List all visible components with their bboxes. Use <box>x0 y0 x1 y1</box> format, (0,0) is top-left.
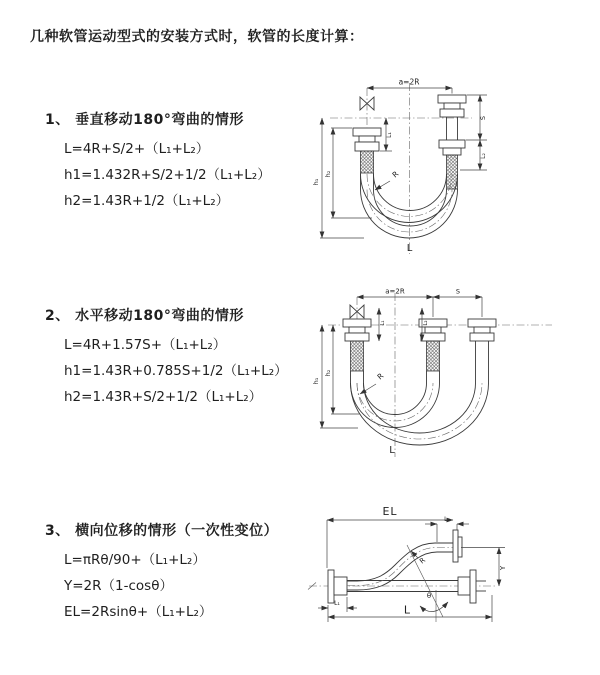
dim-label-h2: h₂ <box>324 170 332 178</box>
formula-line: L=πRθ/90+（L₁+L₂） <box>64 552 206 568</box>
right-pipe-fitting <box>468 319 496 383</box>
dim-label-r: R <box>390 169 401 180</box>
dim-label-s: S <box>479 115 487 121</box>
braided-section <box>447 155 458 189</box>
formula-line: EL=2Rsinθ+（L₁+L₂） <box>64 604 213 620</box>
dim-label-l: L <box>403 603 411 617</box>
hose-u-bend <box>361 173 458 238</box>
dim-label-a2r: a=2R <box>385 287 405 296</box>
page-title: 几种软管运动型式的安装方式时，软管的长度计算： <box>30 29 364 45</box>
section-1-formulas <box>64 136 271 214</box>
braided-section <box>351 341 364 371</box>
dim-label-l2: L₂ <box>444 516 450 523</box>
dim-label-l: L <box>406 243 413 254</box>
dim-el <box>327 505 453 568</box>
section-3-heading: 3、 横向位移的情形（一次性变位） <box>45 523 279 539</box>
section-1-heading: 1、 垂直移动180°弯曲的情形 <box>45 112 244 128</box>
dim-l1 <box>380 118 393 151</box>
section-2-formulas <box>64 332 288 410</box>
formula-line: L=4R+S/2+（L₁+L₂） <box>64 141 210 157</box>
dim-label-l2: L₂ <box>423 320 429 326</box>
dim-label-l1: L₁ <box>386 132 393 138</box>
hose-s-curve <box>347 543 453 590</box>
diagram-vertical-180-bend <box>300 70 600 262</box>
dim-l <box>328 595 492 622</box>
middle-pipe-fitting <box>419 319 447 371</box>
hose-u-bend-positions <box>351 371 489 445</box>
valve-icon <box>350 297 364 319</box>
valve-icon <box>360 88 374 128</box>
braided-section <box>361 151 374 173</box>
top-right-flange <box>453 530 462 562</box>
dim-label-r: R <box>418 556 428 566</box>
angle-construction <box>407 545 448 622</box>
dim-l1 <box>379 308 386 341</box>
left-pipe-fitting <box>353 128 381 173</box>
formula-line: h2=1.43R+S/2+1/2（L₁+L₂） <box>64 389 263 405</box>
dim-s <box>433 288 482 318</box>
diagram-lateral-displacement <box>295 495 600 660</box>
radius-callout <box>375 169 400 190</box>
dim-label-theta: θ <box>426 592 432 600</box>
dim-a2r <box>367 78 452 94</box>
dim-label-l1: L₁ <box>380 320 386 326</box>
dim-label-el: EL <box>382 505 398 518</box>
dim-label-r: R <box>375 371 386 382</box>
formula-line: Y=2R（1-cosθ） <box>64 578 173 594</box>
section-3 <box>45 520 278 625</box>
left-pipe-fitting <box>343 319 371 371</box>
dim-label-l2: L₂ <box>480 153 487 159</box>
formula-line: h1=1.43R+0.785S+1/2（L₁+L₂） <box>64 363 288 379</box>
dim-label-s: S <box>455 287 461 296</box>
left-flange <box>328 570 347 603</box>
dim-s <box>466 95 487 140</box>
formula-line: L=4R+1.57S+（L₁+L₂） <box>64 337 227 353</box>
section-2-heading: 2、 水平移动180°弯曲的情形 <box>45 308 244 324</box>
section-3-formulas <box>64 547 278 625</box>
section-1 <box>45 109 271 214</box>
dim-label-l: L <box>389 445 395 456</box>
section-2 <box>45 305 288 410</box>
dim-label-a2r: a=2R <box>398 77 420 87</box>
dim-label-h1: h₁ <box>312 377 320 385</box>
dim-label-y: Y <box>499 565 507 571</box>
diagram-horizontal-180-bend <box>300 283 600 473</box>
formula-line: h1=1.432R+S/2+1/2（L₁+L₂） <box>64 167 271 183</box>
braided-section <box>427 341 440 371</box>
dim-label-h2: h₂ <box>324 369 332 377</box>
formula-line: h2=1.43R+1/2（L₁+L₂） <box>64 193 230 209</box>
dim-label-l1: L₁ <box>334 600 340 607</box>
dim-l1 <box>318 597 357 612</box>
dim-label-h1: h₁ <box>312 178 320 186</box>
